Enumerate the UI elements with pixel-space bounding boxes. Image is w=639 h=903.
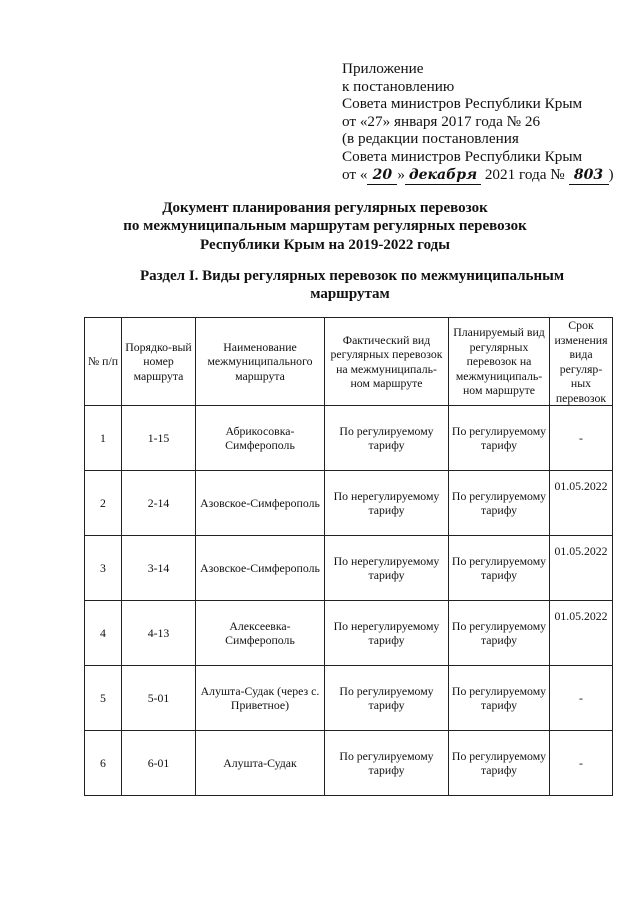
cell-route-order: 1-15 [122,406,196,471]
annex-line: от «27» января 2017 года № 26 [342,112,541,130]
cell-route-name: Алушта-Судак [196,731,325,796]
cell-actual-type: По регулируемому тарифу [325,666,449,731]
annex-block [342,60,627,185]
cell-planned-type: По регулируемому тарифу [449,536,550,601]
cell-actual-type: По нерегулируемому тарифу [325,536,449,601]
cell-actual-type: По нерегулируемому тарифу [325,601,449,666]
annex-date-suffix: ) [608,165,614,183]
cell-change-date: 01.05.2022 [550,536,613,601]
section-title-line: маршрутам [310,286,390,303]
handwritten-number: 803 [569,167,609,186]
cell-change-date: 01.05.2022 [550,601,613,666]
cell-route-name: Алексеевка-Симферополь [196,601,325,666]
header-change-date: Срок изменения вида регуляр-ных перевозок [550,318,613,406]
cell-route-order: 4-13 [122,601,196,666]
cell-actual-type: По регулируемому тарифу [325,731,449,796]
cell-planned-type: По регулируемому тарифу [449,731,550,796]
cell-route-order: 6-01 [122,731,196,796]
table-row [85,731,613,796]
cell-route-order: 2-14 [122,471,196,536]
annex-line: Совета министров Республики Крым [342,95,583,113]
cell-number: 1 [85,406,122,471]
cell-number: 5 [85,666,122,731]
annex-date-quote: » [397,165,406,183]
section-title [140,267,565,304]
header-route-order: Порядко-вый номер маршрута [122,318,196,406]
cell-planned-type: По регулируемому тарифу [449,471,550,536]
cell-route-name: Азовское-Симферополь [196,536,325,601]
cell-planned-type: По регулируемому тарифу [449,406,550,471]
handwritten-month: декабря [405,167,481,186]
handwritten-day: 20 [367,167,397,186]
cell-number: 2 [85,471,122,536]
document-title-line: по межмуниципальным маршрутам регулярных перевозок [123,218,527,235]
cell-route-name: Алушта-Судак (через с. Приветное) [196,666,325,731]
table-row [85,536,613,601]
table-row [85,601,613,666]
cell-route-order: 3-14 [122,536,196,601]
cell-actual-type: По нерегулируемому тарифу [325,471,449,536]
cell-route-name: Азовское-Симферополь [196,471,325,536]
table-row [85,406,613,471]
header-number: № п/п [85,318,122,406]
table-header-row [85,318,613,406]
cell-number: 6 [85,731,122,796]
header-planned-type: Планируемый вид регулярных перевозок на межмуниципаль-ном маршруте [449,318,550,406]
document-title-line: Документ планирования регулярных перевозок [162,200,488,216]
table-row [85,471,613,536]
cell-change-date: - [550,731,613,796]
annex-line: (в редакции постановления [342,130,519,148]
cell-planned-type: По регулируемому тарифу [449,666,550,731]
document-title [100,199,550,254]
annex-line: Приложение [342,60,424,77]
cell-route-name: Абрикосовка-Симферополь [196,406,325,471]
cell-planned-type: По регулируемому тарифу [449,601,550,666]
header-route-name: Наименование межмуниципального маршрута [196,318,325,406]
document-title-line: Республики Крым на 2019-2022 годы [200,236,450,253]
annex-date-prefix: от « [342,165,368,183]
cell-change-date: - [550,406,613,471]
header-actual-type: Фактический вид регулярных перевозок на межмуниципаль-ном маршруте [325,318,449,406]
routes-table [84,317,613,796]
cell-number: 3 [85,536,122,601]
annex-date-line [342,166,627,186]
cell-actual-type: По регулируемому тарифу [325,406,449,471]
annex-line: к постановлению [342,77,455,95]
cell-change-date: 01.05.2022 [550,471,613,536]
cell-number: 4 [85,601,122,666]
cell-route-order: 5-01 [122,666,196,731]
annex-line: Совета министров Республики Крым [342,147,583,165]
table-row [85,666,613,731]
annex-date-year: 2021 года № [481,165,569,183]
cell-change-date: - [550,666,613,731]
section-title-line: Раздел I. Виды регулярных перевозок по межмуниципальным [140,268,565,284]
